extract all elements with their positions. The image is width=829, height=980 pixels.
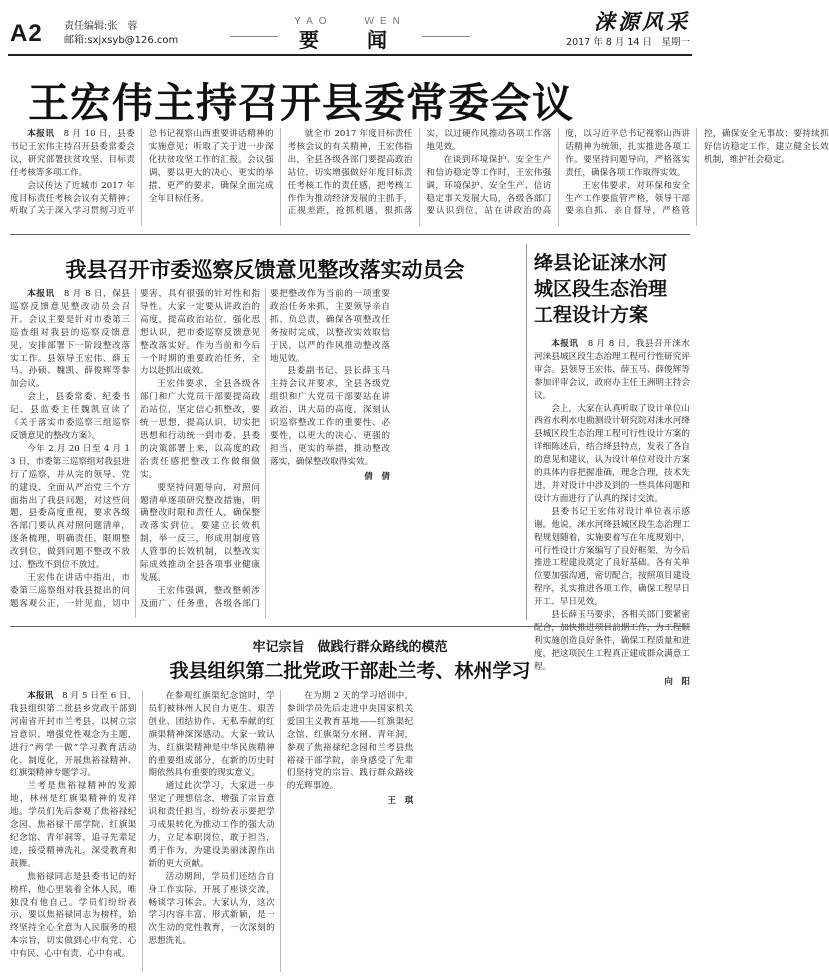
- article1-para: 在谈到环境保护、安全生产和信访稳定等工作时，王宏伟强调，环境保护、安全生产、信访稳定事关发展大局，各级各部门要认识到位，站在讲政治的高度，以习近平总书记视察山西讲话精神为统领，扎实推进各项工作。要坚持问题导向，严格落实责任，确保各项工作取得实效。: [426, 129, 690, 217]
- article3-para: 本报讯 8 月 8 日，我县召开涞水河涞县城区段生态治理工程可行性研究评审会。县领导王宏伟、薛玉马、薛俊辉等参加评审会议，政府办主任王洲明主持会议。: [534, 339, 690, 401]
- article2-para: 会上，县委常委、纪委书记、县监委主任魏凯宣读了《关于落实市委巡察三组巡察反馈意见的整改方案》。: [10, 392, 130, 441]
- page-header: [0, 0, 700, 56]
- article2-para: 要坚持问题导向，对照问题清单逐项研究整改措施，明确整改时限和责任人，确保整改落实到位。要建立长效机制，举一反三，形成用制度管人管事的长效机制，以整改实际成效推动全县各项事业健康发展。: [140, 482, 260, 583]
- article4-para: 本报讯 8 月 5 日至 6 日，我县组织第二批县乡党政干部到河南省开封市兰考县，以树立宗旨意识、增强党性观念为主题，进行“两学一做”学习教育活动化、制度化，开展焦裕禄精神、红旗渠精神专题学习。: [10, 691, 137, 779]
- article2-para: 今年 2 月 20 日至 4 月 13 日，市委第三巡察组对我县进行了巡察，并从完的领导、党的建设、全面从严治党三个方面指出了我县问题，对这些问题，县委高度重视，要求各级各部门要认真对照问题清单，逐条梳理，明确责任，限期整改到位，做到问题不整改不放过、整改不到位不放过。: [10, 443, 130, 571]
- header-rule: [8, 54, 692, 56]
- article4-body: [10, 690, 690, 972]
- section-label: 要 闻: [299, 28, 401, 52]
- author-signature: 倩 倩: [364, 471, 390, 482]
- editor-line: 责任编辑:张 蓉: [64, 21, 138, 32]
- headline-main: 王宏伟主持召开县委常委会议: [28, 79, 574, 127]
- article1-para: 本报讯 8 月 10 日，县委书记王宏伟主持召开县委常委会议，研究部署扶贫攻坚、目标责任考核等多项工作。: [10, 129, 135, 178]
- article1-para: 会议传达了近城市 2017 年度目标责任考核会议有关精神；听取了关于深入学习贯彻习近平总书记视察山西重要讲话精神的实施意见；听取了关于进一步深化扶贫攻坚工作的汇报。会议强调，要以更大的决心、更实的举措、更严的要求，确保全面完成全年目标任务。: [10, 129, 274, 217]
- headline-line: 工程设计方案: [534, 304, 649, 326]
- section-rule: [10, 234, 690, 235]
- article4-para: 通过此次学习，大家进一步坚定了理想信念，增强了宗旨意识和责任担当，纷纷表示要把学习成果转化为推动工作的强大动力，立足本职岗位，敢于担当，勇于作为，为建设美丽涞源作出新的更大贡献。: [148, 781, 275, 869]
- article4-para: 活动期间，学员们还结合自身工作实际，开展了座谈交流，畅谈学习体会。大家认为，这次学习内容丰富、形式新颖，是一次生动的党性教育，一次深刻的思想洗礼。: [148, 871, 275, 947]
- headline-study-trip: 我县组织第二批党政干部赴兰考、林州学习: [169, 660, 531, 682]
- article3-para: 会上，大家在认真听取了设计单位山西省水利水电勘测设计研究院对涞水河绛县城区段生态治理工程可行性设计方案的详细陈述后，结合绛县特点，发表了各自的意见和建议，认为设计单位对设计方案的具体内容把握准确，理念合理，技术先进，并对设计中涉及到的一些具体问题和设计方面进行了认真的探讨交流。: [534, 403, 690, 504]
- author-signature: 王 琪: [387, 796, 414, 807]
- article2-para: 本报讯 8 月 8 日，保县巡察反馈意见整改动员会召开。会议主要是针对市委第三巡查组对我县的巡察反馈意见，安排部署下一阶段整改落实工作。县领导王宏伟、薛玉马、孙硕、魏凯、薛俊辉等参加会议。: [10, 289, 130, 390]
- article4-para: 在参观红旗渠纪念馆时，学员们被林州人民自力更生、艰苦创业、团结协作、无私奉献的红旗渠精神深深感动。大家一致认为，红旗渠精神是中华民族精神的重要组成部分，在新的历史时期依然具有重要的现实意义。: [148, 691, 275, 779]
- article1-para: 王宏伟要求，对环保和安全生产工作要监管严格，领导干部要亲自抓、亲自督导，严格管控，确保安全无事故；要持续抓好信访稳定工作，建立健全长效机制，维护社会稳定。: [565, 129, 829, 217]
- headline-kicker: 牢记宗旨 做践行群众路线的模范: [252, 640, 448, 655]
- article2-para: 王宏伟要求，全县各级各部门和广大党员干部要提高政治站位，坚定信心抓整改，要统一思想，提高认识，切实把思想和行动统一到市委、县委的决策部署上来，以高度的政治责任感把整改工作做细做实。: [140, 379, 260, 480]
- article2-para: 王宏伟在讲话中指出，市委第三巡察组对我县提出的问题客观公正，一针见血，切中要害，具有很强的针对性和指导性。大家一定要从讲政治的高度，提高政治站位，强化思想认识，把市委巡察反馈意见整改落实好。作为当前和今后一个时期的重要政治任务，全力以赴抓出成效。: [10, 289, 260, 609]
- issue-date: 2017 年 8 月 14 日 星期一: [566, 37, 690, 48]
- article1-para: 就全市 2017 年度目标责任考核会议的有关精神，王宏伟指出，全县各级各部门要提高政治站位，切实增强做好年度目标责任考核工作的责任感，把考核工作作为推动经济发展的主抓手，正视差距，抢抓机遇，狠抓落实，以过硬作风推动各项工作落地见效。: [287, 129, 552, 217]
- article4-para: 兰考是焦裕禄精神的发源地，林州是红旗渠精神的发祥地。学员们先后参观了焦裕禄纪念园、焦裕禄干部学院、红旗渠纪念馆、青年洞等，追寻先辈足迹，接受精神洗礼，深受教育和鼓舞。: [10, 781, 137, 869]
- section-divider-right: [422, 36, 470, 37]
- newspaper-brand: 涞源风采: [594, 9, 690, 34]
- article2-para: 县委副书记、县长薛玉马主持会议并要求，全县各级党组织和广大党员干部要站在讲政治、讲大局的高度，深刻认识巡察整改工作的重要性、必要性，以更大的决心、更强的担当、更实的举措，推动整改落实，确保整改取得实效。: [270, 366, 390, 467]
- email-line: 邮箱:sxjxsyb@126.com: [64, 35, 179, 46]
- headline-line: 绛县论证涞水河: [534, 252, 668, 274]
- article2-body: [10, 288, 520, 618]
- byline: 本报讯: [27, 691, 54, 701]
- article4-para: 焦裕禄同志是县委书记的好榜样，他心里装着全体人民，唯独没有他自己。学员们纷纷表示，要以焦裕禄同志为榜样，始终坚持全心全意为人民服务的根本宗旨，切实做到心中有党、心中有民、心中有责、心中有戒。: [10, 871, 137, 960]
- article3-para: 县委书记王宏伟对设计单位表示感谢。他说，涞水河绛县城区段生态治理工程规划随着，实施要着写在年度规划中，可行性设计方案编写了良好框架，为今后推进工程建设奠定了良好基础。各有关单位要加强沟通，密切配合，按照项目建设程序，扎实推进各项工作，确保工程早日开工、早日见效。: [534, 506, 690, 608]
- article4-para: 在为期 2 天的学习培训中，参训学员先后走进中央国家机关爱国主义教育基地——红旗渠纪念馆、红旗渠分水闸、青年洞，参观了焦裕禄纪念园和兰考县焦裕禄干部学院，亲身感受了先辈们坚持党的宗旨、践行群众路线的光辉事迹。: [286, 691, 414, 792]
- section-rule: [10, 626, 690, 627]
- column-divider: [526, 244, 527, 620]
- byline: 本报讯: [27, 289, 55, 299]
- page-number: A2: [10, 20, 43, 47]
- article1-body: [10, 128, 829, 226]
- article2-para: 王宏伟强调，整改整顿涉及面广、任务重，各级各部门要把整改作为当前的一项重要政治任务来抓，主要领导亲自抓、负总责，确保各项整改任务按时完成，以整改实效取信于民，以严的作风推动整改落地见效。: [140, 289, 390, 609]
- section-divider-left: [230, 36, 278, 37]
- article3-body: [534, 338, 690, 687]
- headline-line: 城区段生态治理: [534, 278, 668, 300]
- section-label-en: YAO WEN: [294, 16, 406, 27]
- headline-river: [534, 250, 690, 328]
- headline-inspection: 我县召开市委巡察反馈意见整改落实动员会: [65, 258, 465, 282]
- editor-info: [64, 20, 178, 48]
- author-signature: 向 阳: [664, 676, 690, 687]
- article3-para: 县长薛玉马要求，各相关部门要紧密配合，加快推进项目前期工作，为工程顺利实施创造良好条件，确保工程质量和进度，把这项民生工程真正建成群众满意工程。: [534, 610, 690, 672]
- byline: 本报讯: [27, 129, 55, 139]
- byline: 本报讯: [551, 339, 579, 349]
